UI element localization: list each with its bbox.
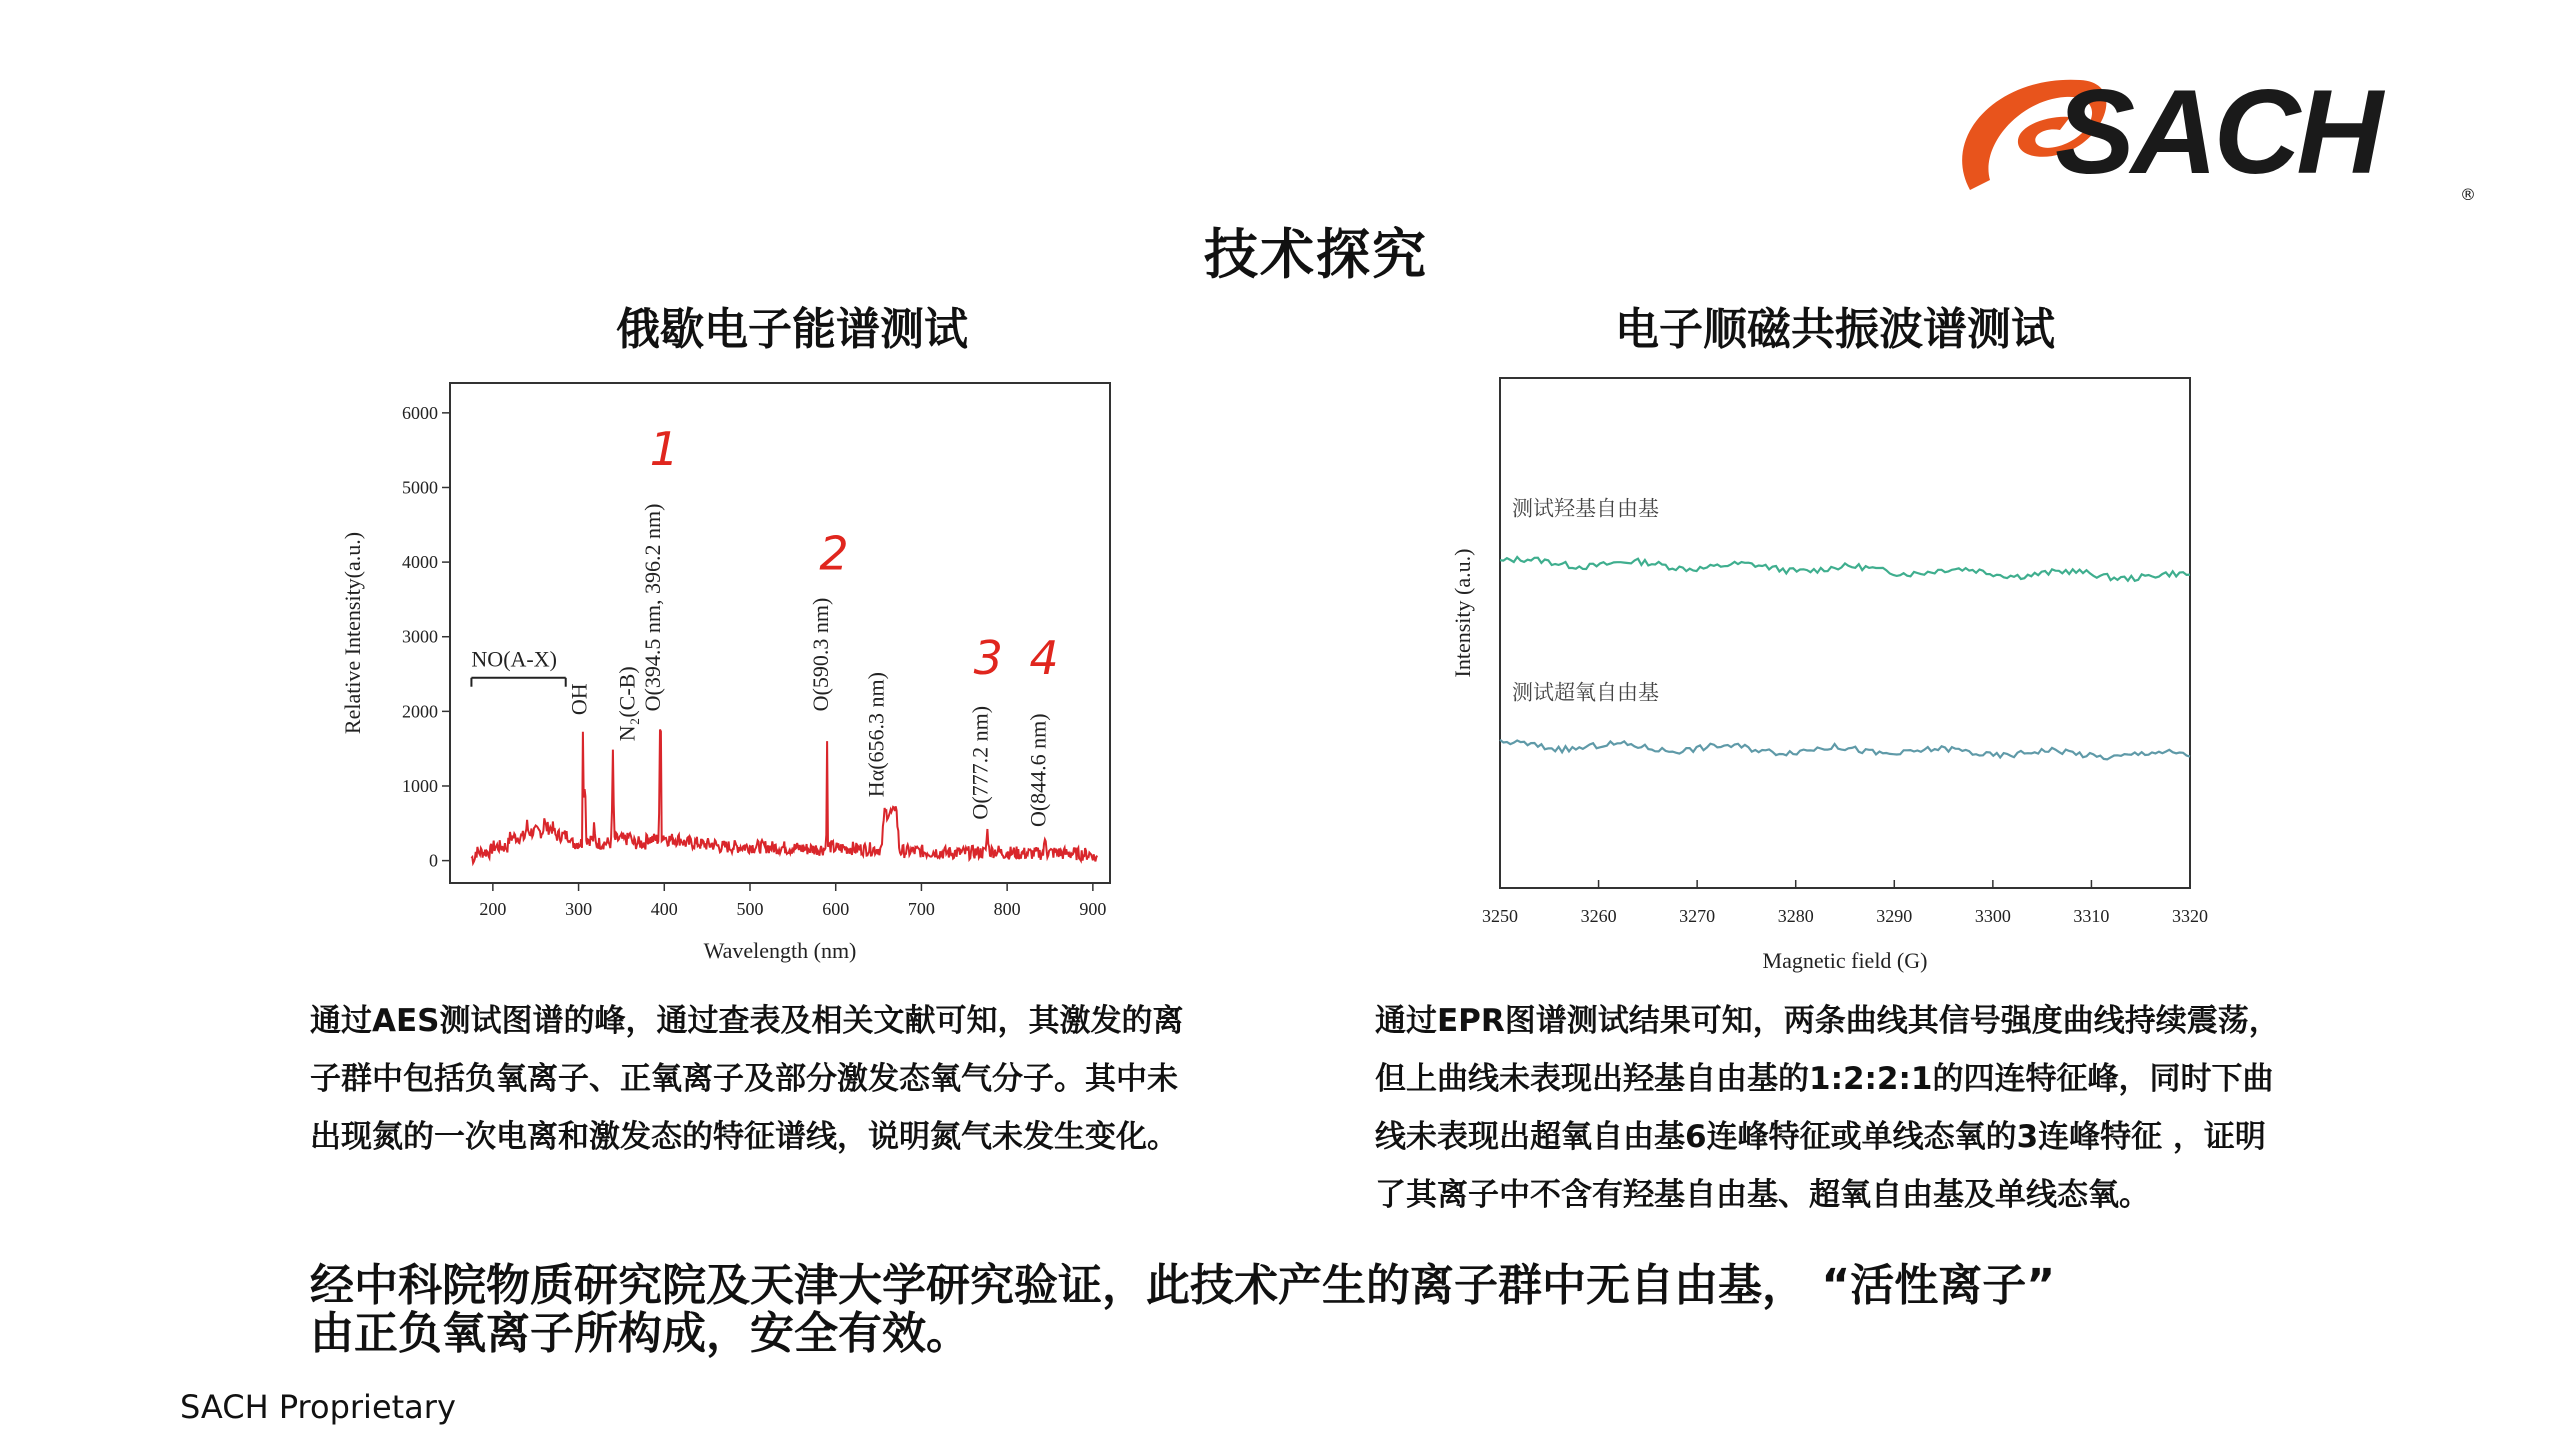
- aes-handwritten-mark: 1: [649, 422, 679, 477]
- aes-x-tick-label: 600: [822, 899, 850, 919]
- aes-handwritten-mark: 3: [973, 631, 1003, 686]
- epr-series-label: 测试超氧自由基: [1512, 680, 1659, 705]
- aes-annotation: O(777.2 nm): [967, 705, 993, 820]
- aes-y-tick-label: 5000: [402, 477, 438, 498]
- aes-plot-frame: [450, 383, 1110, 883]
- aes-y-axis-label: Relative Intensity(a.u.): [340, 531, 365, 735]
- epr-caption-line: 了其离子中不含有羟基自由基、超氧自由基及单线态氧。: [1375, 1177, 2150, 1213]
- epr-caption-line: 但上曲线未表现出羟基自由基的1:2:2:1的四连特征峰，同时下曲: [1375, 1061, 2274, 1097]
- aes-x-axis-label: Wavelength (nm): [703, 938, 857, 963]
- footer-proprietary: SACH Proprietary: [180, 1388, 456, 1426]
- epr-x-tick-label: 3290: [1876, 906, 1913, 926]
- conclusion-line: 由正负氧离子所构成，安全有效。: [310, 1308, 970, 1359]
- aes-annotation: O(394.5 nm, 396.2 nm): [640, 503, 665, 712]
- aes-y-tick-label: 4000: [402, 552, 438, 573]
- aes-x-tick-label: 700: [907, 899, 935, 919]
- logo-text: SACH: [2055, 65, 2380, 199]
- aes-y-tick-label: 3000: [402, 626, 438, 647]
- aes-y-tick-label: 2000: [402, 701, 438, 722]
- epr-series-label: 测试羟基自由基: [1512, 496, 1659, 521]
- epr-series-line: [1500, 740, 2190, 760]
- aes-subtitle: 俄歇电子能谱测试: [616, 304, 968, 355]
- epr-caption-line: 通过EPR图谱测试结果可知，两条曲线其信号强度曲线持续震荡，: [1375, 1003, 2280, 1039]
- logo-registered: ®: [2460, 185, 2476, 204]
- aes-x-tick-label: 800: [993, 899, 1021, 919]
- aes-annotation: O(844.6 nm): [1025, 713, 1051, 828]
- aes-x-tick-label: 400: [650, 899, 678, 919]
- aes-x-tick-label: 200: [479, 899, 507, 919]
- sach-logo: [1960, 55, 2480, 210]
- epr-series-line: [1500, 557, 2190, 581]
- aes-x-tick-label: 900: [1079, 899, 1107, 919]
- conclusion: [310, 1262, 2310, 1358]
- aes-caption-line: 出现氮的一次电离和激发态的特征谱线，说明氮气未发生变化。: [310, 1119, 1178, 1155]
- epr-subtitle: 电子顺磁共振波谱测试: [1615, 304, 2055, 355]
- epr-x-tick-label: 3300: [1974, 906, 2011, 926]
- epr-caption: [1375, 992, 2375, 1224]
- aes-annotation: OH: [566, 683, 592, 716]
- aes-annotation: N₂(C-B): [614, 666, 640, 742]
- epr-chart: [1430, 368, 2230, 978]
- aes-caption: [310, 992, 1270, 1166]
- aes-y-tick-label: 0: [429, 850, 438, 871]
- epr-x-axis-label: Magnetic field (G): [1762, 948, 1928, 973]
- aes-caption-line: 通过AES测试图谱的峰，通过查表及相关文献可知，其激发的离: [310, 1003, 1184, 1039]
- aes-y-tick-label: 1000: [402, 775, 438, 796]
- aes-handwritten-mark: 4: [1029, 631, 1059, 686]
- aes-caption-line: 子群中包括负氧离子、正氧离子及部分激发态氧气分子。其中未: [310, 1061, 1178, 1097]
- aes-x-tick-label: 300: [565, 899, 593, 919]
- aes-annotation: O(590.3 nm): [808, 597, 833, 712]
- conclusion-line: 经中科院物质研究院及天津大学研究验证，此技术产生的离子群中无自由基， “活性离子”: [310, 1260, 2056, 1311]
- epr-caption-line: 线未表现出超氧自由基6连峰特征或单线态氧的3连峰特征 ，证明: [1375, 1119, 2266, 1155]
- epr-x-tick-label: 3250: [1482, 906, 1518, 926]
- epr-x-tick-label: 3310: [2073, 906, 2110, 926]
- epr-x-tick-label: 3320: [2172, 906, 2208, 926]
- epr-y-axis-label: Intensity (a.u.): [1450, 548, 1475, 678]
- aes-annotation: Hα(656.3 nm): [863, 671, 889, 798]
- aes-spectrum-line: [471, 730, 1097, 864]
- page-title: 技术探究: [1204, 223, 1428, 286]
- epr-x-tick-label: 3270: [1679, 906, 1716, 926]
- aes-x-tick-label: 500: [736, 899, 764, 919]
- aes-chart: [330, 368, 1130, 978]
- aes-annotation: NO(A-X): [471, 646, 557, 672]
- epr-x-tick-label: 3280: [1777, 906, 1814, 926]
- epr-x-tick-label: 3260: [1580, 906, 1617, 926]
- aes-handwritten-mark: 2: [819, 526, 849, 581]
- aes-y-tick-label: 6000: [402, 402, 438, 423]
- epr-plot-frame: [1500, 378, 2190, 888]
